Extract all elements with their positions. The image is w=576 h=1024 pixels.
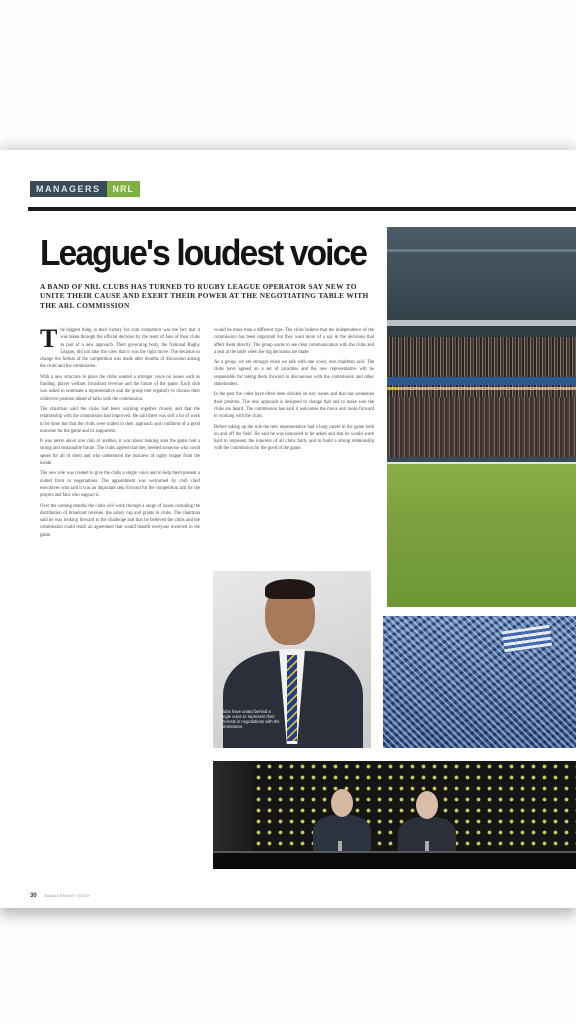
drop-cap: T xyxy=(40,327,58,353)
press-speaker-2-head xyxy=(416,791,438,819)
portrait-tie xyxy=(287,655,297,741)
stadium-field xyxy=(387,462,576,607)
microphone-icon xyxy=(338,841,342,851)
portrait-hair xyxy=(265,579,315,599)
stadium-photo xyxy=(387,227,576,607)
portrait-caption: Clubs have united behind a single voice to represent their interests in negotiations with the commission. xyxy=(220,709,280,729)
body-paragraph: Before taking up the role the new representative had a long career in the game both on and off the field. He said he was honoured to be asked and that he would work hard to represent the interests of all clubs fairly and to build a strong relationship with the commission for the good of the game. xyxy=(214,424,374,452)
body-column-1 xyxy=(40,327,200,872)
stadium-signage-band xyxy=(387,377,576,385)
magazine-page[interactable] xyxy=(0,150,576,908)
publication-name: MANAGEMENT TODAY xyxy=(44,894,91,898)
body-paragraph: would be more than a different type. The clubs believe that the independence of the commission has been important but they want more of a say in the decisions that affect them directly. The group wants to see clear communication with the clubs and a seat at the table when the big decisions are made. xyxy=(214,328,374,355)
microphone-icon xyxy=(425,841,429,851)
section-tag xyxy=(30,181,140,197)
body-paragraph: In the past the clubs have often been divided on key issues and that has weakened their position. The new approach is designed to change that and to make sure the clubs are heard. The commission has said it welcomes the move and looks forward to working with the clubs. xyxy=(214,392,374,420)
body-paragraph: The new role was created to give the clubs a single voice and to help them present a united front in negotiations. The appointment was welcomed by club chief executives who said it was an important step forward for the competition and for the players and fans who support it. xyxy=(40,471,200,499)
body-paragraph: It was never about one club or another, it was about making sure the game had a strong and sustainable future. The clubs agreed that they needed someone who could speak for all of them and who understood the business of rugby league from the inside. xyxy=(40,439,200,467)
body-paragraph: As a group, we are stronger when we talk with one voice, one chairman said. The clubs have agreed on a set of priorities and the new representative will be responsible for taking them forward in discussions with the commission and other stakeholders. xyxy=(214,360,374,388)
stadium-lights xyxy=(387,320,576,326)
page-number: 30 xyxy=(30,893,37,899)
body-column-2 xyxy=(214,327,374,607)
portrait-photo xyxy=(213,571,371,748)
body-paragraph: Over the coming months the clubs will work through a range of issues including the distribution of broadcast revenue, the salary cap and grants to clubs. The chairman said he was looking forward to the challenge and that he believed the clubs and the commission could reach an agreement that would benefit everyone involved in the game. xyxy=(40,503,200,538)
article-standfirst: A BAND OF NRL CLUBS HAS TURNED TO RUGBY LEAGUE OPERATOR SAY NEW TO UNITE THEIR CAUSE AND EXERT THEIR POWER AT THE NEGOTIATING TABLE WITH THE ARL COMMISSION xyxy=(40,282,369,310)
page-footer xyxy=(30,892,90,900)
body-paragraph: The chairman said the clubs had been working together closely and that the relationship with the commission had improved. He said there was still a lot of work to be done but that the clubs were united in their approach and confident of a good outcome for the game and its supporters. xyxy=(40,406,200,434)
body-paragraph: With a new structure in place the clubs wanted a stronger voice on issues such as funding, player welfare, broadcast revenue and the future of the game. Each club was asked to nominate a representative and the group met regularly to discuss their collective position ahead of talks with the commission. xyxy=(40,374,200,402)
press-speaker-1-head xyxy=(331,789,353,817)
section-tag-secondary: NRL xyxy=(107,181,141,197)
press-speaker-1 xyxy=(313,815,371,855)
header-rule xyxy=(28,207,576,211)
stadium-signage-band-yellow xyxy=(387,387,576,390)
body-paragraph: he biggest thing in their history for club competitor was the fact that it was taken through the official decision by the team of fans of their clubs as part of a new approach. Their governing body, the National Rugby League, did not take the view that it was the right move. The decision to change the format of the competition was made after months of discussion among the clubs and the commission. xyxy=(40,328,200,370)
press-conference-photo xyxy=(213,761,576,869)
article-headline: League's loudest voice xyxy=(40,232,367,273)
fans-photo xyxy=(383,616,576,748)
stadium-crowd-lower xyxy=(387,397,576,457)
section-tag-primary: MANAGERS xyxy=(30,181,107,197)
press-table xyxy=(213,851,576,869)
